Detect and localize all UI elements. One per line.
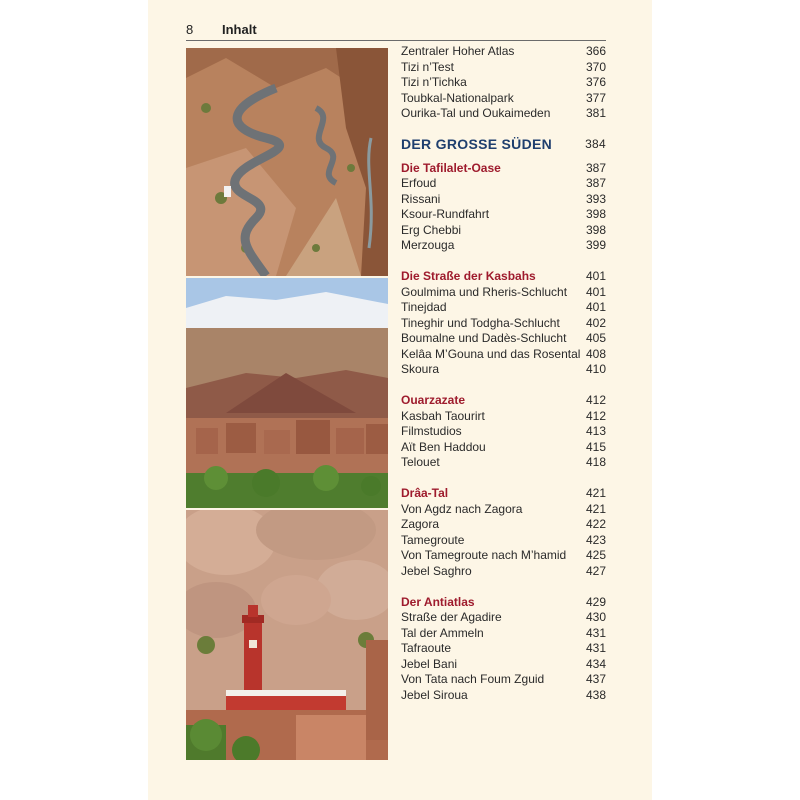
toc-entry-page-number: 366 (585, 44, 606, 58)
toc-entry (401, 176, 606, 192)
toc-entry-label: Jebel Siroua (401, 687, 468, 702)
toc-chapter-heading-page-number: 401 (585, 269, 606, 283)
toc-entry (401, 672, 606, 688)
toc-chapter-heading (401, 161, 606, 177)
toc-entry (401, 641, 606, 657)
toc-entry-page-number: 437 (585, 672, 606, 686)
toc-entry-page-number: 422 (585, 517, 606, 531)
toc-entry-label: Aït Ben Haddou (401, 439, 486, 454)
toc-entry-page-number: 376 (585, 75, 606, 89)
toc-entry-page-number: 398 (585, 207, 606, 221)
toc-entry (401, 455, 606, 471)
toc-entry-page-number: 401 (585, 300, 606, 314)
toc-entry (401, 106, 606, 122)
toc-entry (401, 316, 606, 332)
toc-entry-page-number: 412 (585, 408, 606, 423)
toc-part-heading-label: DER GROSSE SÜDEN (401, 135, 553, 152)
toc-entry-label: Tamegroute (401, 532, 465, 547)
toc-entry (401, 688, 606, 704)
toc-entry-label: Jebel Bani (401, 656, 458, 671)
toc-entry (401, 564, 606, 580)
toc-entry-page-number: 377 (585, 90, 606, 105)
toc-entry-page-number: 418 (585, 455, 606, 469)
toc-entry-label: Zentraler Hoher Atlas (401, 44, 515, 58)
toc-entry-page-number: 381 (585, 106, 606, 120)
toc-entry-label: Boumalne und Dadès-Schlucht (401, 331, 567, 345)
toc-entry (401, 192, 606, 208)
toc-entry-label: Skoura (401, 362, 440, 376)
toc-entry (401, 517, 606, 533)
toc-entry (401, 75, 606, 91)
toc-entry (401, 533, 606, 549)
toc-entry-label: Toubkal-Nationalpark (401, 90, 514, 105)
toc-entry-label: Von Agdz nach Zagora (401, 501, 523, 516)
page-number: 8 (186, 22, 194, 37)
toc-entry-label: Telouet (401, 455, 440, 469)
toc-entry-label: Jebel Saghro (401, 563, 472, 578)
toc-entry-page-number: 398 (585, 222, 606, 237)
toc-chapter-heading-label: Drâa-Tal (401, 486, 449, 500)
toc-entry-label: Kelâa M’Gouna und das Rosental (401, 346, 581, 361)
toc-entry (401, 331, 606, 347)
toc-chapter-heading-page-number: 421 (585, 486, 606, 500)
toc-entry-page-number: 425 (585, 548, 606, 562)
toc-entry-label: Straße der Agadire (401, 610, 502, 624)
toc-entry-label: Erg Chebbi (401, 222, 462, 237)
toc-chapter-heading-page-number: 412 (585, 393, 606, 407)
toc-entry-page-number: 370 (585, 59, 606, 74)
toc-entry-label: Tafraoute (401, 641, 452, 655)
toc-entry-page-number: 393 (585, 191, 606, 206)
toc-entry (401, 626, 606, 642)
toc-entry-label: Rissani (401, 191, 441, 206)
toc-entry-page-number: 431 (585, 641, 606, 655)
toc-entry-label: Von Tata nach Foum Zguid (401, 672, 545, 686)
toc-entry-page-number: 402 (585, 315, 606, 330)
toc-entry-page-number: 410 (585, 362, 606, 376)
toc-entry-label: Tinejdad (401, 300, 447, 314)
photo-kasbah-village (186, 278, 388, 508)
toc-entry-label: Filmstudios (401, 424, 462, 438)
toc-entry-label: Kasbah Taourirt (401, 408, 485, 423)
toc-part-heading (401, 134, 606, 154)
toc-entry-page-number: 434 (585, 656, 606, 671)
toc-entry-label: Merzouga (401, 238, 455, 252)
toc-entry-page-number: 405 (585, 331, 606, 345)
toc-entry-page-number: 413 (585, 424, 606, 438)
toc-entry-label: Tineghir und Todgha-Schlucht (401, 315, 560, 330)
toc-entry (401, 223, 606, 239)
toc-entry-page-number: 430 (585, 610, 606, 624)
toc-entry-page-number: 415 (585, 439, 606, 454)
toc-entry-label: Von Tamegroute nach M’hamid (401, 548, 567, 562)
toc-entry-page-number: 387 (585, 176, 606, 190)
page-header (186, 22, 606, 41)
toc-entry-page-number: 423 (585, 532, 606, 547)
toc-entry-label: Tizi n’Test (401, 59, 454, 74)
photo-winding-road (186, 48, 388, 276)
toc-entry (401, 440, 606, 456)
table-of-contents (401, 44, 606, 703)
toc-entry-label: Ksour-Rundfahrt (401, 207, 490, 221)
toc-chapter-heading (401, 595, 606, 611)
toc-entry (401, 610, 606, 626)
toc-entry (401, 238, 606, 254)
toc-entry (401, 424, 606, 440)
toc-part-heading-page-number: 384 (585, 136, 606, 151)
toc-entry-page-number: 399 (585, 238, 606, 252)
toc-entry (401, 548, 606, 564)
toc-chapter-heading (401, 393, 606, 409)
toc-entry-page-number: 408 (585, 346, 606, 361)
toc-chapter-heading (401, 486, 606, 502)
toc-entry-label: Erfoud (401, 176, 437, 190)
toc-chapter-heading (401, 269, 606, 285)
toc-entry (401, 362, 606, 378)
section-title: Inhalt (222, 22, 257, 37)
toc-entry-label: Zagora (401, 517, 440, 531)
toc-chapter-heading-label: Die Straße der Kasbahs (401, 269, 536, 283)
toc-entry-page-number: 427 (585, 563, 606, 578)
toc-entry-page-number: 438 (585, 687, 606, 702)
toc-entry (401, 285, 606, 301)
toc-entry (401, 300, 606, 316)
toc-entry (401, 657, 606, 673)
photo-column (186, 48, 388, 760)
toc-entry-page-number: 421 (585, 501, 606, 516)
photo-minaret-village (186, 510, 388, 760)
toc-entry (401, 60, 606, 76)
toc-entry-label: Ourika-Tal und Oukaimeden (401, 106, 551, 120)
toc-entry (401, 91, 606, 107)
toc-entry-page-number: 431 (585, 625, 606, 640)
toc-chapter-heading-page-number: 429 (585, 594, 606, 609)
toc-entry-label: Tal der Ammeln (401, 625, 484, 640)
toc-entry (401, 44, 606, 60)
toc-entry-label: Tizi n’Tichka (401, 75, 467, 89)
toc-chapter-heading-label: Die Tafilalet-Oase (401, 160, 501, 175)
toc-entry (401, 502, 606, 518)
toc-entry (401, 207, 606, 223)
toc-entry-label: Goulmima und Rheris-Schlucht (401, 284, 568, 299)
toc-chapter-heading-label: Der Antiatlas (401, 594, 475, 609)
toc-chapter-heading-label: Ouarzazate (401, 393, 466, 407)
toc-entry (401, 409, 606, 425)
toc-entry (401, 347, 606, 363)
toc-chapter-heading-page-number: 387 (585, 160, 606, 175)
toc-entry-page-number: 401 (585, 284, 606, 299)
